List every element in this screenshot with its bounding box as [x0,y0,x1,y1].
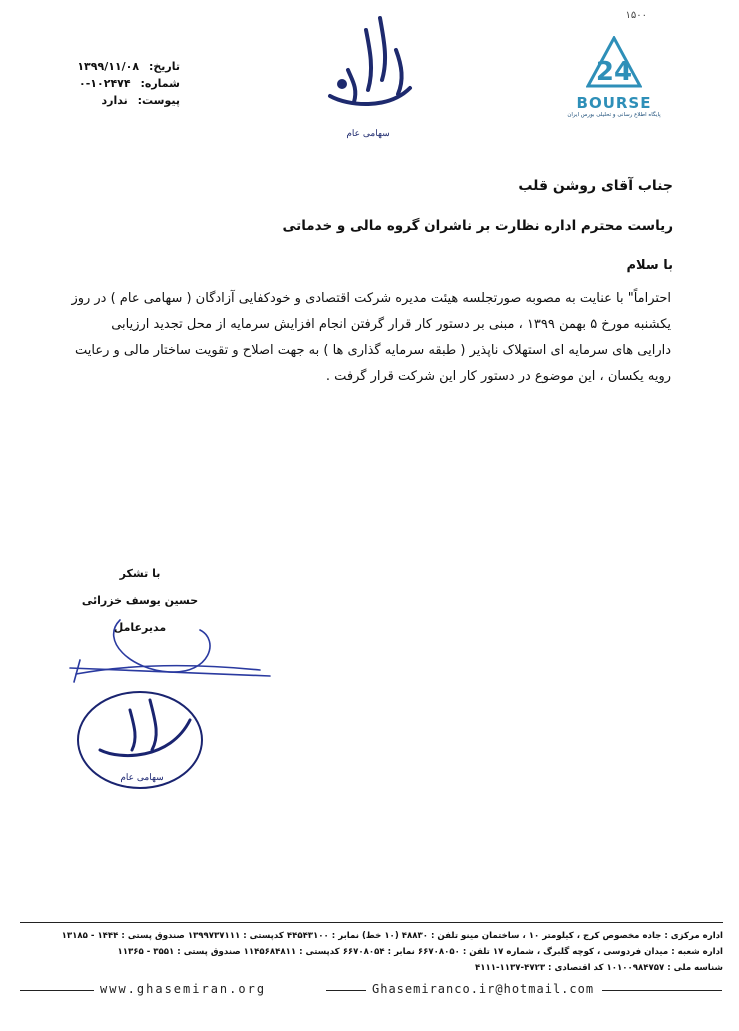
footer-line-1: اداره مرکزی : جاده مخصوص کرج ، کیلومتر ۱۰ ، ساختمان مینو تلفن : ۴۸۸۳۰ (۱۰ خط) نمابر : ۴۴۵۴۳۱۰۰ کدپستی : ۱۳۹۹۷۳۷۱۱۱ صندوق پستی : ۱۴۴۴ - ۱۳۱۸۵ [61,931,723,941]
number-label: شماره: [140,77,180,90]
date-label: تاریخ: [148,60,180,73]
logo-word: BOURSE [576,94,652,112]
footer-line-2: اداره شعبه : میدان فردوسی ، کوچه گلبرگ ، شماره ۱۷ تلفن : ۶۶۷۰۸۰۵۰ نمابر : ۶۶۷۰۸۰۵۴ کدپستی : ۱۱۴۵۶۸۴۸۱۱ صندوق پستی : ۳۵۵۱ - ۱۱۳۶۵ [117,947,723,957]
attachment-value: ندارد [101,94,128,107]
company-calligraphy-seal [318,10,418,140]
attachment-label: پیوست: [137,94,180,107]
signature-stamp-icon [60,600,290,800]
calligraphy-icon [318,10,418,140]
footer-right-rule [602,990,722,991]
letter-meta [60,58,180,109]
footer-mid-rule [326,990,366,991]
footer-addresses [20,928,723,976]
body-line: دارایی های سرمایه ای استهلاک ناپذیر ( طبقه سرمایه گذاری ها ) به جهت اصلاح و تقویت ساختار مالی و رعایت [75,343,671,358]
footer-left-rule [20,990,94,991]
number-row [60,75,180,92]
body-line: رویه یکسان ، این موضوع در دستور کار این شرکت قرار گرفت . [325,369,671,384]
svg-text:سهامی عام: سهامی عام [346,129,390,139]
date-value: ۱۳۹۹/۱۱/۰۸ [77,60,140,73]
recipient: جناب آقای روشن قلب [518,178,673,194]
footer-line-3: شناسه ملی : ۱۰۱۰۰۹۸۴۷۵۷ کد اقتصادی : ۴۷۲۳-۱۱۳۷-۴۱۱۱ [474,963,723,973]
signer-name: حسین یوسف خزرائی [81,594,199,607]
bourse-logo-icon [586,36,642,88]
footer [20,920,723,980]
closing: با تشکر [119,567,161,580]
number-value: ۱۰۲۴۷۴-۰ [79,77,131,90]
bourse-logo [559,36,669,118]
body-line: احتراماً" با عنایت به مصوبه صورتجلسه هیئت مدیره شرکت اقتصادی و خودکفایی آزادگان ( سهامی عام ) در روز [71,291,671,306]
corner-mark: ۱۵۰۰ [625,10,647,21]
svg-text:سهامی عام: سهامی عام [120,773,164,783]
date-row [60,58,180,75]
svg-text:24: 24 [595,57,633,87]
attachment-row [60,92,180,109]
footer-top-rule [20,922,723,923]
letter-body [66,286,671,390]
signer-title: مدیرعامل [113,621,167,634]
recipient-position: ریاست محترم اداره نظارت بر ناشران گروه مالی و خدماتی [282,218,673,234]
email-link[interactable]: Ghasemiranco.ir@hotmail.com [372,982,595,996]
logo-tagline: پایگاه اطلاع رسانی و تحلیلی بورس ایران [567,112,661,118]
website-link[interactable]: www.ghasemiran.org [100,982,267,996]
body-line: یکشنبه مورخ ۵ بهمن ۱۳۹۹ ، مبنی بر دستور کار قرار گرفتن انجام افزایش سرمایه از محل تجدید ارزیابی [111,317,671,332]
greeting: با سلام [626,258,673,273]
